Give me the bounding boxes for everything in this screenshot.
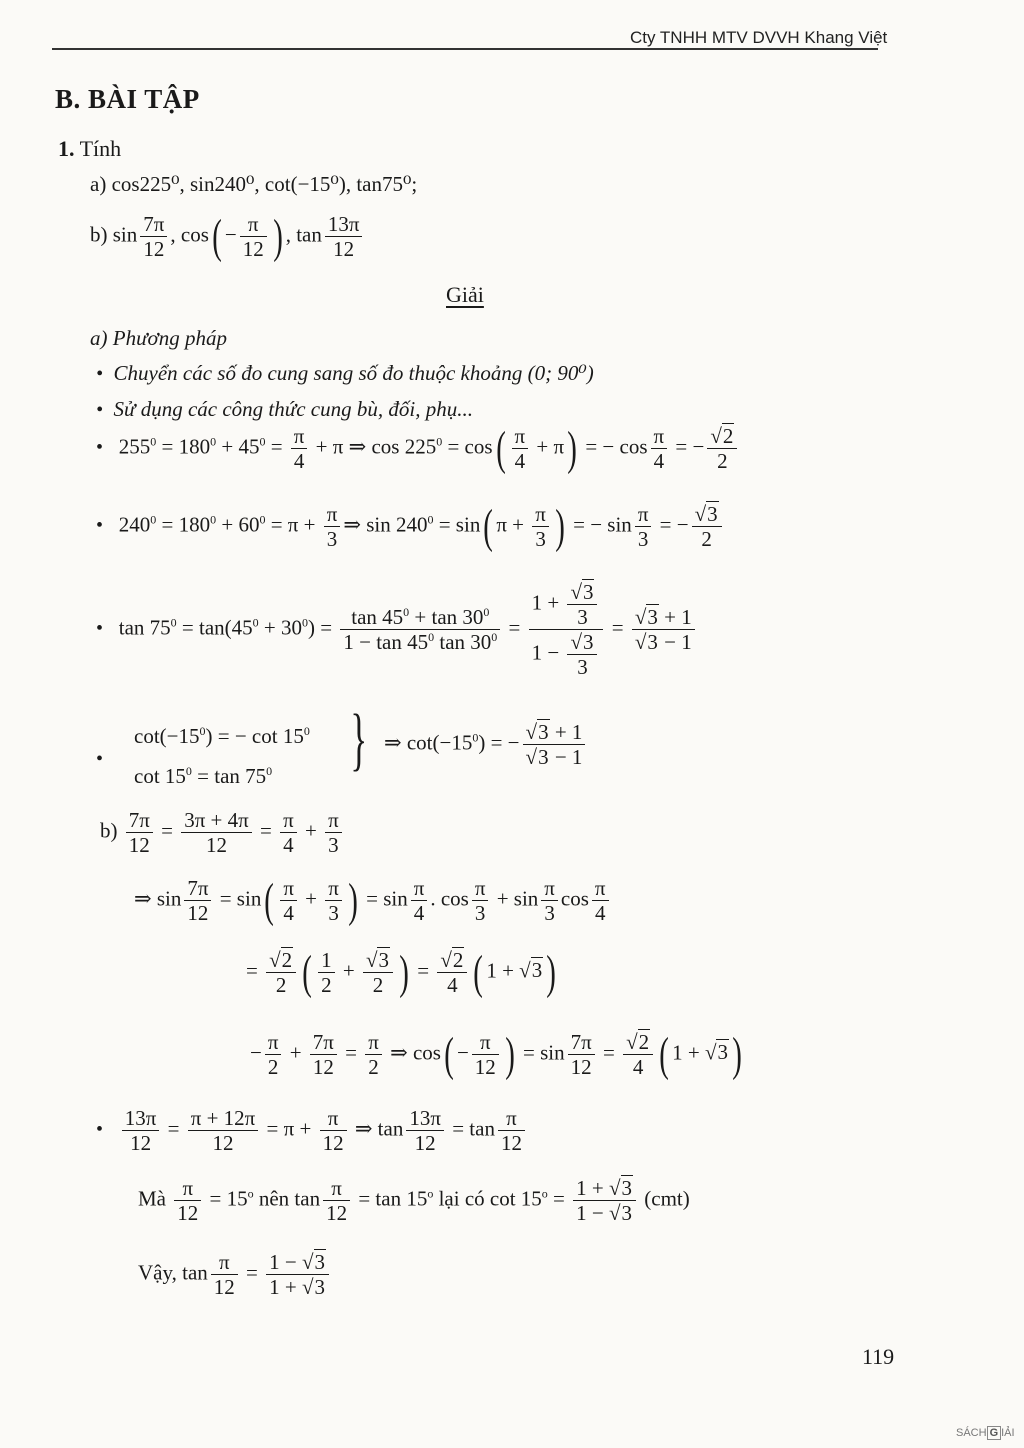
equation-tan75: • $\tan 75^0 = \tan(45^0 + 30^0)$ = $\frac{\tan 45^0 + \tan 30^0}{1 - \tan 45^0 \tan 30^0}$ = 1 + $\frac{√3}{3}$ 1 − $\frac{√3}{3}$ = $\frac{√3 + 1}{√3 - 1}$ — [96, 580, 698, 680]
page-number: 119 — [862, 1344, 895, 1369]
equation-vay: Vậy, tan $\frac{\pi}{12}$ = $\frac{1 - √3}{1 + √3}$ — [138, 1250, 332, 1299]
exercise-prompt: Tính — [79, 136, 122, 161]
right-brace: } — [350, 701, 368, 778]
part-b-label: b) — [90, 222, 108, 247]
equation-ma: Mà $\frac{\pi}{12}$ = $15^o$ nên tan $\frac{\pi}{12}$ = tan 15$^o$ lại có $\cot 15^o$ = $\frac{1 + √3}{1 - √3}$ (cmt) — [138, 1176, 690, 1226]
part-a-text: cos225⁰, sin240⁰, cot(−15⁰), tan75⁰; — [111, 172, 418, 196]
label-cmt: (cmt) — [644, 1186, 690, 1211]
sachgiai-logo — [956, 1426, 1015, 1440]
logo-box-letter: G — [987, 1426, 1002, 1440]
method-item-2-text: Sử dụng các công thức cung bù, đối, phụ... — [113, 397, 473, 421]
logo-right-text: IẢI — [1001, 1427, 1015, 1439]
label-nen: nên — [258, 1186, 290, 1211]
logo-left-text: SÁCH — [956, 1427, 987, 1439]
bullet-icon: • — [96, 363, 104, 385]
method-item-1 — [96, 361, 594, 386]
bullet-cot — [96, 746, 103, 771]
equation-cos-minus-pi-12: − $\frac{\pi}{2}$ + $\frac{7\pi}{12}$ = $\frac{\pi}{2}$ ⇒ cos( − $\frac{\pi}{12}$ ) = sin $\frac{7\pi}{12}$ = $\frac{√2}{4}$ ( 1 + √3) — [250, 1027, 742, 1081]
section-title: B. BÀI TẬP — [55, 84, 200, 114]
bullet-icon: • — [96, 617, 104, 640]
bullet-icon: • — [96, 399, 104, 421]
equation-cot15-line2: $\cot 15^0 = \tan 75^0$ — [134, 764, 273, 788]
bullet-icon: • — [96, 436, 104, 459]
equation-tan-13pi-12: • $\frac{13\pi}{12}$ = $\frac{\pi + 12\pi}{12}$ = π + $\frac{\pi}{12}$ ⇒ tan $\frac{13\pi}{12}$ = tan $\frac{\pi}{12}$ — [96, 1106, 528, 1155]
method-item-1-text: Chuyển các số đo cung sang số đo thuộc khoảng (0; 90⁰) — [113, 361, 594, 385]
bullet-icon: • — [96, 748, 104, 770]
exercise-heading — [58, 136, 121, 162]
equation-sin-7pi-12-expand: = $\frac{√2}{2}$ ( $\frac{1}{2}$ + $\frac{√3}{2}$ ) = $\frac{√2}{4}$ ( 1 + √3) — [246, 945, 556, 999]
equation-cos225: • $255^0 = 180^0 + 45^0$ = $\frac{\pi}{4}$ + π ⇒ $\cos 225^0 = \cos$( $\frac{\pi}{4}$ + π) = − cos $\frac{\pi}{4}$ = − $\frac{√2}{2}$ — [96, 424, 740, 473]
solution-heading: Giải — [446, 282, 484, 307]
label-lai-co: lại có — [438, 1186, 485, 1211]
equation-cot-result: ⇒ $\cot(-15^0)$ = − $\frac{√3 + 1}{√3 - 1}$ — [384, 720, 588, 769]
label-vay: Vậy, — [138, 1260, 177, 1285]
method-title: a) Phương pháp — [90, 326, 227, 350]
label-b: b) — [100, 818, 118, 843]
bullet-icon: • — [96, 514, 104, 537]
equation-sin240: • $240^0 = 180^0 + 60^0 = \pi$ + $\frac{\pi}{3}$ ⇒ $\sin 240^0 = \sin$( π + $\frac{\pi}{3}$ ) = − sin $\frac{\pi}{3}$ = − $\frac{√3}{2}$ — [96, 502, 725, 551]
exercise-part-a — [90, 172, 417, 197]
header-rule — [52, 48, 878, 50]
label-ma: Mà — [138, 1186, 166, 1211]
equation-b-split: b) $\frac{7\pi}{12}$ = $\frac{3\pi + 4\pi}{12}$ = $\frac{\pi}{4}$ + $\frac{\pi}{3}$ — [100, 808, 345, 857]
equation-sin-7pi-12: ⇒ sin $\frac{7\pi}{12}$ = sin( $\frac{\pi}{4}$ + $\frac{\pi}{3}$ ) = sin $\frac{\pi}{4}$ . cos $\frac{\pi}{3}$ + sin $\frac{\pi}{3}$ cos $\frac{\pi}{4}$ — [134, 876, 612, 925]
part-a-label: a) — [90, 172, 107, 196]
bullet-icon: • — [96, 1118, 104, 1141]
publisher-header: Cty TNHH MTV DVVH Khang Việt — [630, 28, 888, 47]
exercise-number: 1. — [58, 136, 75, 161]
exercise-part-b: b) sin $\frac{7\pi}{12}$ , cos( − $\frac{\pi}{12}$ ) , tan $\frac{13\pi}{12}$ — [90, 212, 365, 261]
method-item-2 — [96, 397, 473, 422]
equation-cot15-line1: $\cot(-15^0)$ = − $\cot 15^0$ — [134, 724, 310, 748]
